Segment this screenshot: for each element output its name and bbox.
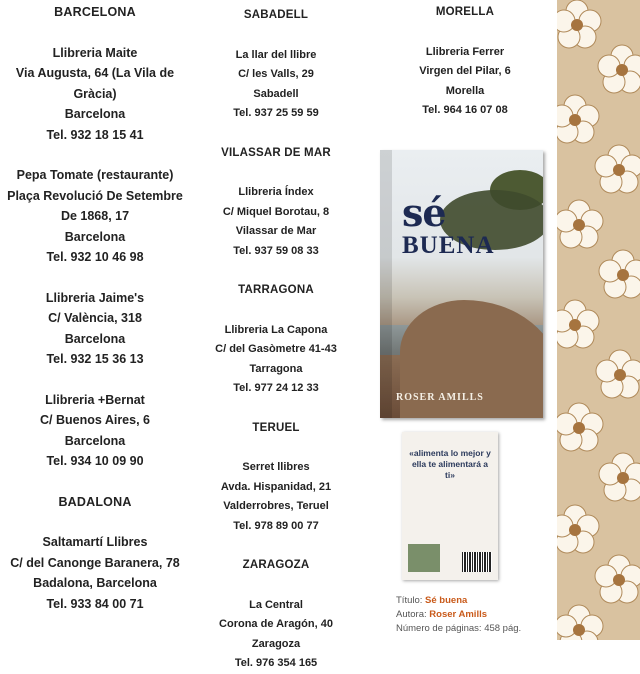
spacer: [196, 124, 356, 144]
store-address: C/ Miquel Borotau, 8: [222, 205, 330, 218]
store-name: Llibreria Índex: [238, 186, 314, 198]
city-heading: SABADELL: [243, 9, 309, 21]
author-photo: [408, 544, 440, 572]
store-name: Serret llibres: [242, 461, 310, 473]
book-back-cover: [402, 432, 498, 580]
store-phone: Tel. 937 59 08 33: [233, 244, 319, 257]
spacer: [196, 536, 356, 556]
meta-title-label: Título:: [396, 595, 423, 606]
spacer: [196, 438, 356, 458]
store-phone: Tel. 964 16 07 08: [422, 104, 508, 116]
spacer: [196, 26, 356, 46]
store-address: C/ les Valls, 29: [238, 68, 314, 80]
store-town: Badalona, Barcelona: [33, 576, 157, 590]
store-name: Llibreria La Capona: [224, 323, 328, 336]
store-town: Zaragoza: [251, 637, 301, 650]
cover-spine: [380, 150, 392, 418]
spacer: [0, 145, 190, 165]
city-heading: BADALONA: [58, 494, 132, 509]
store-town: Barcelona: [64, 107, 126, 121]
store-name: Saltamartí Llibres: [42, 535, 148, 549]
store-town: Barcelona: [64, 331, 126, 346]
store-phone: Tel. 932 18 15 41: [46, 127, 144, 142]
store-name: Llibreria Ferrer: [425, 45, 505, 58]
book-logo: sé: [402, 190, 446, 235]
store-town: Valderrobres, Teruel: [223, 500, 329, 512]
store-address: Plaça Revolució De Setembre: [7, 188, 183, 203]
book-title: BUENA: [402, 232, 495, 259]
meta-author-row: [396, 608, 521, 622]
spacer: [0, 23, 190, 43]
store-phone: Tel. 937 25 59 59: [233, 107, 319, 119]
store-address: Corona de Aragón, 40: [219, 618, 333, 630]
store-phone: Tel. 932 15 36 13: [46, 352, 144, 366]
store-address: C/ València, 318: [48, 311, 142, 325]
city-heading: ZARAGOZA: [242, 559, 310, 571]
store-address: De 1868, 17: [60, 209, 130, 223]
column-catalonia-aragon: [196, 6, 356, 674]
store-name: Llibreria Maite: [52, 45, 138, 60]
store-town: Vilassar de Mar: [235, 225, 317, 237]
meta-title-row: [396, 594, 521, 608]
meta-title-value: Sé buena: [425, 595, 468, 606]
store-town: Morella: [445, 84, 485, 97]
city-heading: TARRAGONA: [238, 284, 314, 296]
book-metadata: [396, 594, 521, 636]
city-heading: TERUEL: [252, 421, 300, 434]
store-address: C/ del Gasòmetre 41-43: [215, 343, 337, 355]
store-name: Llibreria Jaime's: [45, 290, 145, 305]
spacer: [0, 268, 190, 288]
spacer: [196, 163, 356, 183]
store-address: Avda. Hispanidad, 21: [220, 480, 332, 493]
store-town: Tarragona: [249, 362, 303, 375]
store-name: La llar del llibre: [235, 48, 317, 61]
store-address: Virgen del Pilar, 6: [419, 65, 511, 77]
store-town: Barcelona: [64, 433, 126, 448]
city-heading: BARCELONA: [54, 5, 136, 19]
city-heading: MORELLA: [435, 6, 495, 18]
store-address: Via Augusta, 64 (La Vila de: [15, 66, 175, 80]
meta-author-label: Autora:: [396, 609, 427, 620]
store-town: Sabadell: [253, 87, 299, 100]
spacer: [0, 370, 190, 390]
spacer: [0, 472, 190, 492]
spacer: [196, 399, 356, 419]
store-name: Pepa Tomate (restaurante): [16, 168, 174, 182]
store-name: Llibreria +Bernat: [45, 392, 145, 407]
floral-pattern-strip: [557, 0, 640, 640]
column-barcelona-badalona: [0, 2, 190, 614]
spacer: [196, 261, 356, 281]
book-front-cover: [380, 150, 543, 418]
store-phone: Tel. 934 10 09 90: [46, 454, 144, 468]
store-address: C/ Buenos Aires, 6: [40, 413, 150, 427]
barcode-icon: [462, 552, 492, 572]
column-morella: [380, 3, 550, 121]
meta-pages: Número de páginas: 458 pág.: [396, 623, 522, 634]
floral-pattern-icon: [557, 0, 640, 640]
store-name: La Central: [249, 598, 303, 611]
store-phone: Tel. 933 84 00 71: [46, 596, 144, 611]
store-phone: Tel. 932 10 46 98: [46, 250, 144, 264]
back-quote: «alimenta lo mejor y ella te alimentará a ti»: [409, 448, 491, 480]
store-phone: Tel. 976 354 165: [234, 657, 318, 669]
spacer: [0, 512, 190, 532]
store-address: Gràcia): [73, 86, 117, 101]
store-town: Barcelona: [64, 229, 126, 244]
store-address: C/ del Canonge Baranera, 78: [10, 555, 180, 570]
spacer: [196, 576, 356, 596]
store-phone: Tel. 978 89 00 77: [233, 519, 319, 532]
spacer: [380, 23, 550, 43]
store-phone: Tel. 977 24 12 33: [233, 382, 319, 394]
city-heading: VILASSAR DE MAR: [221, 146, 331, 159]
book-author: ROSER AMILLS: [396, 392, 484, 403]
spacer: [196, 301, 356, 321]
meta-author-value: Roser Amills: [429, 609, 488, 620]
